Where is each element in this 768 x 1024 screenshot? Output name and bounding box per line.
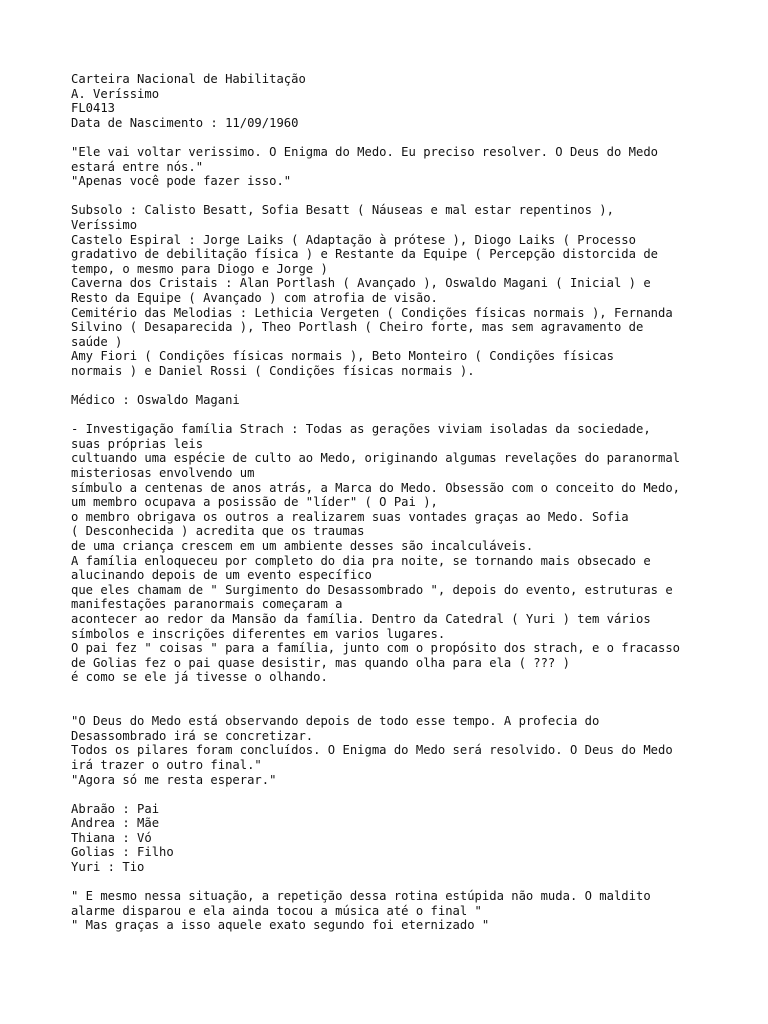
text-line: misteriosas envolvendo um: [71, 466, 255, 481]
text-line: A família enloqueceu por completo do dia pra noite, se tornando mais obsecado e: [71, 553, 651, 568]
text-line: saúde ): [71, 334, 123, 349]
text-line: Cemitério das Melodias : Lethicia Vergeten ( Condições físicas normais ), Fernanda: [71, 305, 673, 320]
text-line: gradativo de debilitação física ) e Restante da Equipe ( Percepção distorcida de: [71, 247, 658, 262]
text-line: "O Deus do Medo está observando depois de todo esse tempo. A profecia do: [71, 714, 600, 729]
text-line: " E mesmo nessa situação, a repetição dessa rotina estúpida não muda. O maldito: [71, 889, 651, 904]
text-line: de Golias fez o pai quase desistir, mas quando olha para ela ( ??? ): [71, 655, 570, 670]
text-line: Veríssimo: [71, 217, 138, 232]
text-line: FL0413: [71, 101, 116, 116]
text-line: alarme disparou e ela ainda tocou a música até o final ": [71, 903, 482, 918]
text-line: Castelo Espiral : Jorge Laiks ( Adaptação à prótese ), Diogo Laiks ( Processo: [71, 232, 636, 247]
text-line: A. Veríssimo: [71, 86, 160, 101]
text-line: Amy Fiori ( Condições físicas normais ), Beto Monteiro ( Condições físicas: [71, 349, 614, 364]
text-line: [71, 685, 711, 700]
text-line: [71, 378, 711, 393]
text-line: cultuando uma espécie de culto ao Medo, originando algumas revelações do paranormal: [71, 451, 681, 466]
text-line: O pai fez " coisas " para a família, junto com o propósito dos strach, e o fracasso: [71, 641, 681, 656]
document-body: [71, 72, 711, 933]
text-line: símbolos e inscrições diferentes em varios lugares.: [71, 626, 446, 641]
text-line: Golias : Filho: [71, 845, 174, 860]
text-line: Andrea : Mãe: [71, 816, 160, 831]
text-line: Abraão : Pai: [71, 801, 160, 816]
text-line: um membro ocupava a posissão de "líder" ( O Pai ),: [71, 495, 438, 510]
text-line: Desassombrado irá se concretizar.: [71, 728, 314, 743]
text-line: Subsolo : Calisto Besatt, Sofia Besatt ( Náuseas e mal estar repentinos ),: [71, 203, 614, 218]
text-line: Yuri : Tio: [71, 860, 145, 875]
text-line: acontecer ao redor da Mansão da família. Dentro da Catedral ( Yuri ) tem vários: [71, 611, 651, 626]
text-line: irá trazer o outro final.": [71, 757, 262, 772]
text-line: alucinando depois de um evento específico: [71, 568, 372, 583]
text-line: ( Desconhecida ) acredita que os traumas: [71, 524, 365, 539]
text-line: "Agora só me resta esperar.": [71, 772, 277, 787]
text-line: Data de Nascimento : 11/09/1960: [71, 115, 299, 130]
text-line: que eles chamam de " Surgimento do Desassombrado ", depois do evento, estruturas e: [71, 582, 673, 597]
text-line: Thiana : Vó: [71, 830, 152, 845]
text-line: - Investigação família Strach : Todas as gerações viviam isoladas da sociedade,: [71, 422, 651, 437]
text-line: Carteira Nacional de Habilitação: [71, 72, 306, 86]
text-line: Resto da Equipe ( Avançado ) com atrofia de visão.: [71, 290, 438, 305]
text-line: Todos os pilares foram concluídos. O Enigma do Medo será resolvido. O Deus do Medo: [71, 743, 673, 758]
text-line: [71, 408, 711, 423]
text-line: é como se ele já tivesse o olhando.: [71, 670, 328, 685]
text-line: normais ) e Daniel Rossi ( Condições físicas normais ).: [71, 363, 475, 378]
text-line: símbulo a centenas de anos atrás, a Marca do Medo. Obsessão com o conceito do Medo,: [71, 480, 681, 495]
text-line: manifestações paranormais começaram a: [71, 597, 343, 612]
text-line: [71, 130, 711, 145]
text-line: [71, 700, 711, 715]
text-line: " Mas graças a isso aquele exato segundo foi eternizado ": [71, 918, 490, 933]
text-line: Caverna dos Cristais : Alan Portlash ( Avançado ), Oswaldo Magani ( Inicial ) e: [71, 276, 651, 291]
text-line: o membro obrigava os outros a realizarem suas vontades graças ao Medo. Sofia: [71, 509, 629, 524]
text-line: de uma criança crescem em um ambiente desses são incalculáveis.: [71, 539, 534, 553]
text-line: "Apenas você pode fazer isso.": [71, 174, 292, 189]
text-line: estará entre nós.": [71, 159, 204, 174]
text-line: [71, 875, 711, 890]
text-line: Médico : Oswaldo Magani: [71, 393, 240, 408]
text-line: "Ele vai voltar verissimo. O Enigma do Medo. Eu preciso resolver. O Deus do Medo: [71, 144, 658, 159]
text-line: [71, 189, 711, 204]
text-line: tempo, o mesmo para Diogo e Jorge ): [71, 261, 328, 276]
text-line: Silvino ( Desaparecida ), Theo Portlash ( Cheiro forte, mas sem agravamento de: [71, 320, 644, 335]
text-line: suas próprias leis: [71, 436, 204, 451]
text-line: [71, 787, 711, 802]
